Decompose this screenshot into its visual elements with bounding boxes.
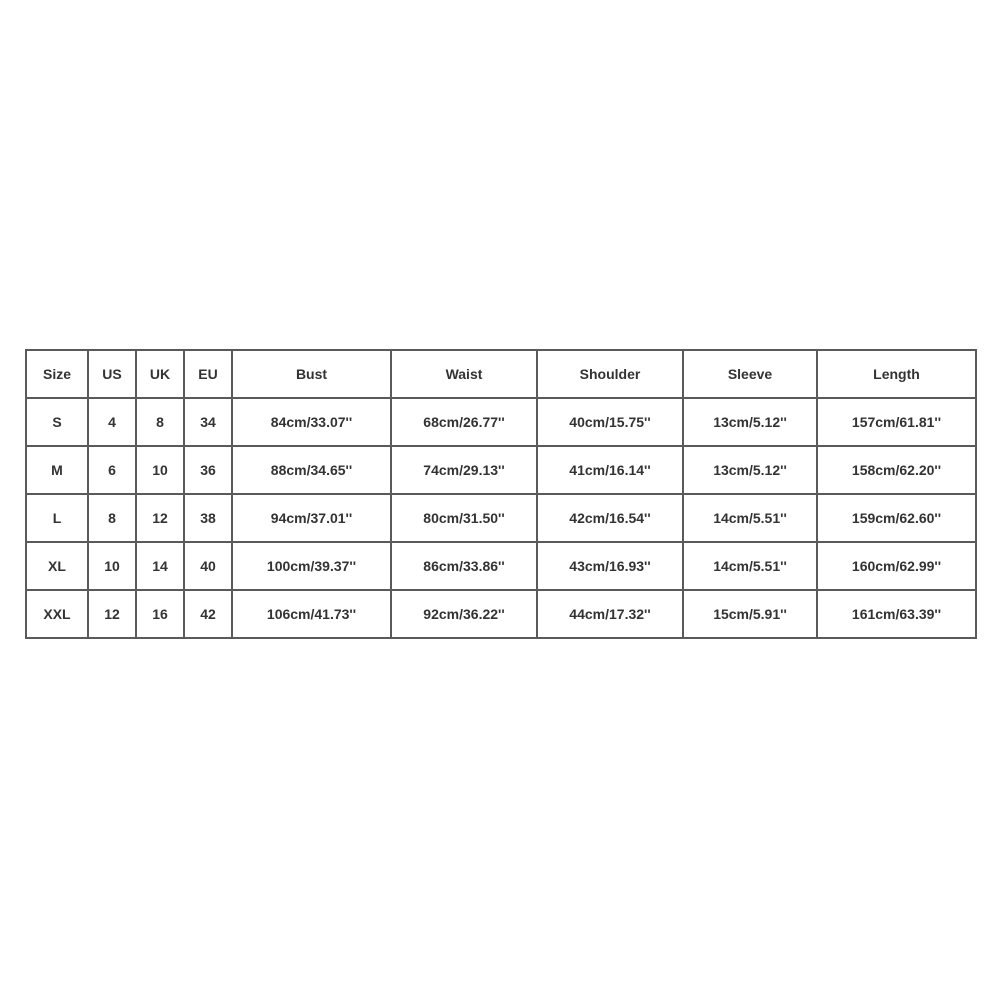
cell-bust: 84cm/33.07'': [232, 398, 391, 446]
cell-size: M: [26, 446, 88, 494]
cell-shoulder: 42cm/16.54'': [537, 494, 683, 542]
cell-shoulder: 40cm/15.75'': [537, 398, 683, 446]
cell-waist: 92cm/36.22'': [391, 590, 537, 638]
cell-uk: 16: [136, 590, 184, 638]
cell-sleeve: 15cm/5.91'': [683, 590, 817, 638]
cell-uk: 10: [136, 446, 184, 494]
table-row: [26, 542, 976, 590]
cell-eu: 38: [184, 494, 232, 542]
cell-length: 160cm/62.99'': [817, 542, 976, 590]
cell-sleeve: 14cm/5.51'': [683, 542, 817, 590]
cell-length: 159cm/62.60'': [817, 494, 976, 542]
cell-size: XL: [26, 542, 88, 590]
cell-size: XXL: [26, 590, 88, 638]
header-waist: Waist: [391, 350, 537, 398]
cell-size: S: [26, 398, 88, 446]
cell-us: 10: [88, 542, 136, 590]
cell-us: 6: [88, 446, 136, 494]
cell-sleeve: 13cm/5.12'': [683, 398, 817, 446]
cell-eu: 36: [184, 446, 232, 494]
cell-us: 12: [88, 590, 136, 638]
table-row: [26, 590, 976, 638]
cell-shoulder: 41cm/16.14'': [537, 446, 683, 494]
size-chart-table: [25, 349, 977, 639]
cell-bust: 88cm/34.65'': [232, 446, 391, 494]
header-bust: Bust: [232, 350, 391, 398]
header-sleeve: Sleeve: [683, 350, 817, 398]
table-row: [26, 494, 976, 542]
cell-eu: 34: [184, 398, 232, 446]
cell-waist: 80cm/31.50'': [391, 494, 537, 542]
header-row: [26, 350, 976, 398]
header-eu: EU: [184, 350, 232, 398]
cell-length: 161cm/63.39'': [817, 590, 976, 638]
cell-eu: 42: [184, 590, 232, 638]
cell-waist: 74cm/29.13'': [391, 446, 537, 494]
table-row: [26, 398, 976, 446]
cell-waist: 68cm/26.77'': [391, 398, 537, 446]
cell-bust: 106cm/41.73'': [232, 590, 391, 638]
header-size: Size: [26, 350, 88, 398]
cell-size: L: [26, 494, 88, 542]
cell-waist: 86cm/33.86'': [391, 542, 537, 590]
cell-bust: 94cm/37.01'': [232, 494, 391, 542]
cell-us: 4: [88, 398, 136, 446]
table-row: [26, 446, 976, 494]
cell-us: 8: [88, 494, 136, 542]
cell-shoulder: 43cm/16.93'': [537, 542, 683, 590]
cell-eu: 40: [184, 542, 232, 590]
cell-uk: 12: [136, 494, 184, 542]
cell-uk: 14: [136, 542, 184, 590]
header-length: Length: [817, 350, 976, 398]
cell-length: 158cm/62.20'': [817, 446, 976, 494]
header-uk: UK: [136, 350, 184, 398]
cell-sleeve: 14cm/5.51'': [683, 494, 817, 542]
cell-sleeve: 13cm/5.12'': [683, 446, 817, 494]
cell-shoulder: 44cm/17.32'': [537, 590, 683, 638]
cell-uk: 8: [136, 398, 184, 446]
header-us: US: [88, 350, 136, 398]
header-shoulder: Shoulder: [537, 350, 683, 398]
cell-length: 157cm/61.81'': [817, 398, 976, 446]
cell-bust: 100cm/39.37'': [232, 542, 391, 590]
